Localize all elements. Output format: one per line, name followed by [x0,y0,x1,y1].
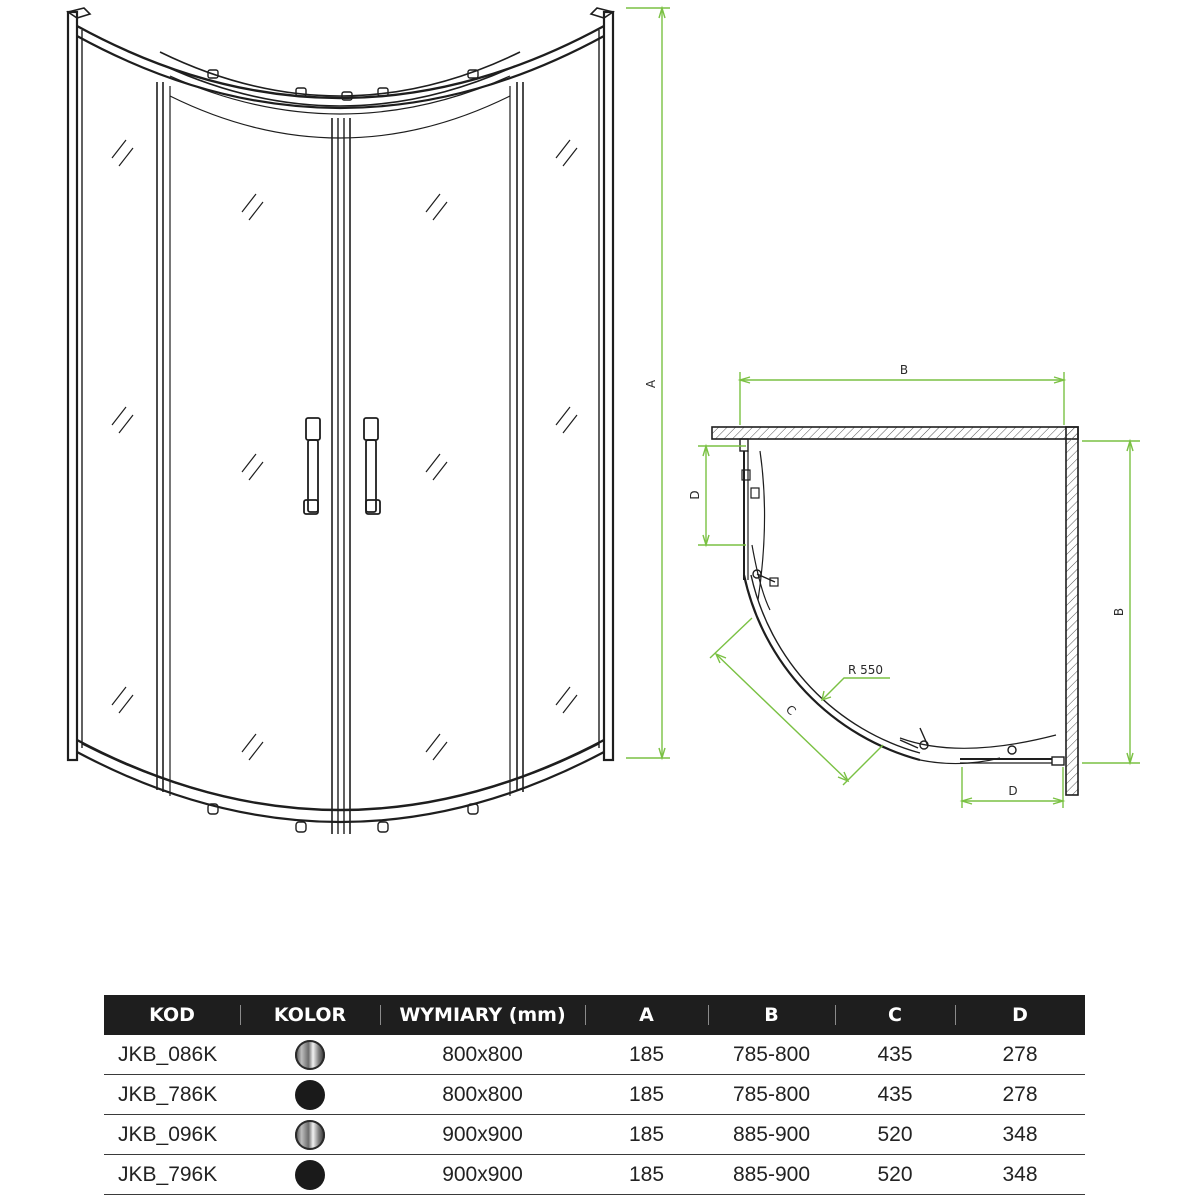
table-row [104,1155,1085,1195]
cell-b: 785-800 [708,1035,835,1075]
cell-color [240,1155,380,1195]
cell-c: 520 [835,1155,955,1195]
dimension-b-top [740,372,1064,425]
curved-door-outer [744,575,920,760]
dimension-d-bottom-label: D [1008,784,1018,798]
bottom-rail [77,740,604,810]
dimension-c [710,618,883,785]
cell-size: 900x900 [380,1155,585,1195]
chrome-swatch-icon [295,1040,325,1070]
black-swatch-icon [295,1080,325,1110]
side-wall [1066,427,1078,795]
dimension-b-right [1082,441,1140,763]
cell-code: JKB_786K [104,1075,240,1115]
cell-c: 520 [835,1115,955,1155]
chrome-swatch-icon [295,1120,325,1150]
dimension-d-left-label: D [688,490,702,500]
cell-d: 278 [955,1035,1085,1075]
left-wall-post [68,12,77,760]
cell-code: JKB_086K [104,1035,240,1075]
cell-b: 785-800 [708,1075,835,1115]
cell-b: 885-900 [708,1115,835,1155]
plan-view [698,372,1140,808]
cell-color [240,1075,380,1115]
cell-code: JKB_096K [104,1115,240,1155]
cell-a: 185 [585,1035,708,1075]
dimension-d-left [698,446,746,545]
header-a: A [585,995,708,1035]
dimension-b-top-label: B [899,363,909,377]
cell-size: 900x900 [380,1115,585,1155]
dimension-b-right-label: B [1112,607,1126,617]
table-row [104,1115,1085,1155]
right-wall-post [604,12,613,760]
header-c: C [835,995,955,1035]
cell-code: JKB_796K [104,1155,240,1195]
cell-c: 435 [835,1035,955,1075]
front-elevation [68,8,613,834]
radius-label: R 550 [848,663,884,677]
table-row [104,1075,1085,1115]
table-row [104,1035,1085,1075]
header-wymiary: WYMIARY (mm) [380,995,585,1035]
top-rail [77,26,604,98]
dimension-c-label: C [782,702,799,719]
header-b: B [708,995,835,1035]
cell-c: 435 [835,1075,955,1115]
header-d: D [955,995,1085,1035]
cell-a: 185 [585,1115,708,1155]
cell-d: 348 [955,1155,1085,1195]
header-kolor: KOLOR [240,995,380,1035]
header-kod: KOD [104,995,240,1035]
cell-d: 348 [955,1115,1085,1155]
table-header-row [104,995,1085,1035]
spec-table [104,995,1085,1195]
cell-color [240,1115,380,1155]
cell-a: 185 [585,1075,708,1115]
cell-b: 885-900 [708,1155,835,1195]
back-wall [712,427,1078,439]
cell-size: 800x800 [380,1075,585,1115]
dimension-a-label: A [644,379,658,389]
black-swatch-icon [295,1160,325,1190]
radius-leader [822,678,890,700]
cell-a: 185 [585,1155,708,1195]
right-door-handle [364,418,380,514]
left-door-handle [304,418,320,514]
cell-d: 278 [955,1075,1085,1115]
cell-size: 800x800 [380,1035,585,1075]
cell-color [240,1035,380,1075]
